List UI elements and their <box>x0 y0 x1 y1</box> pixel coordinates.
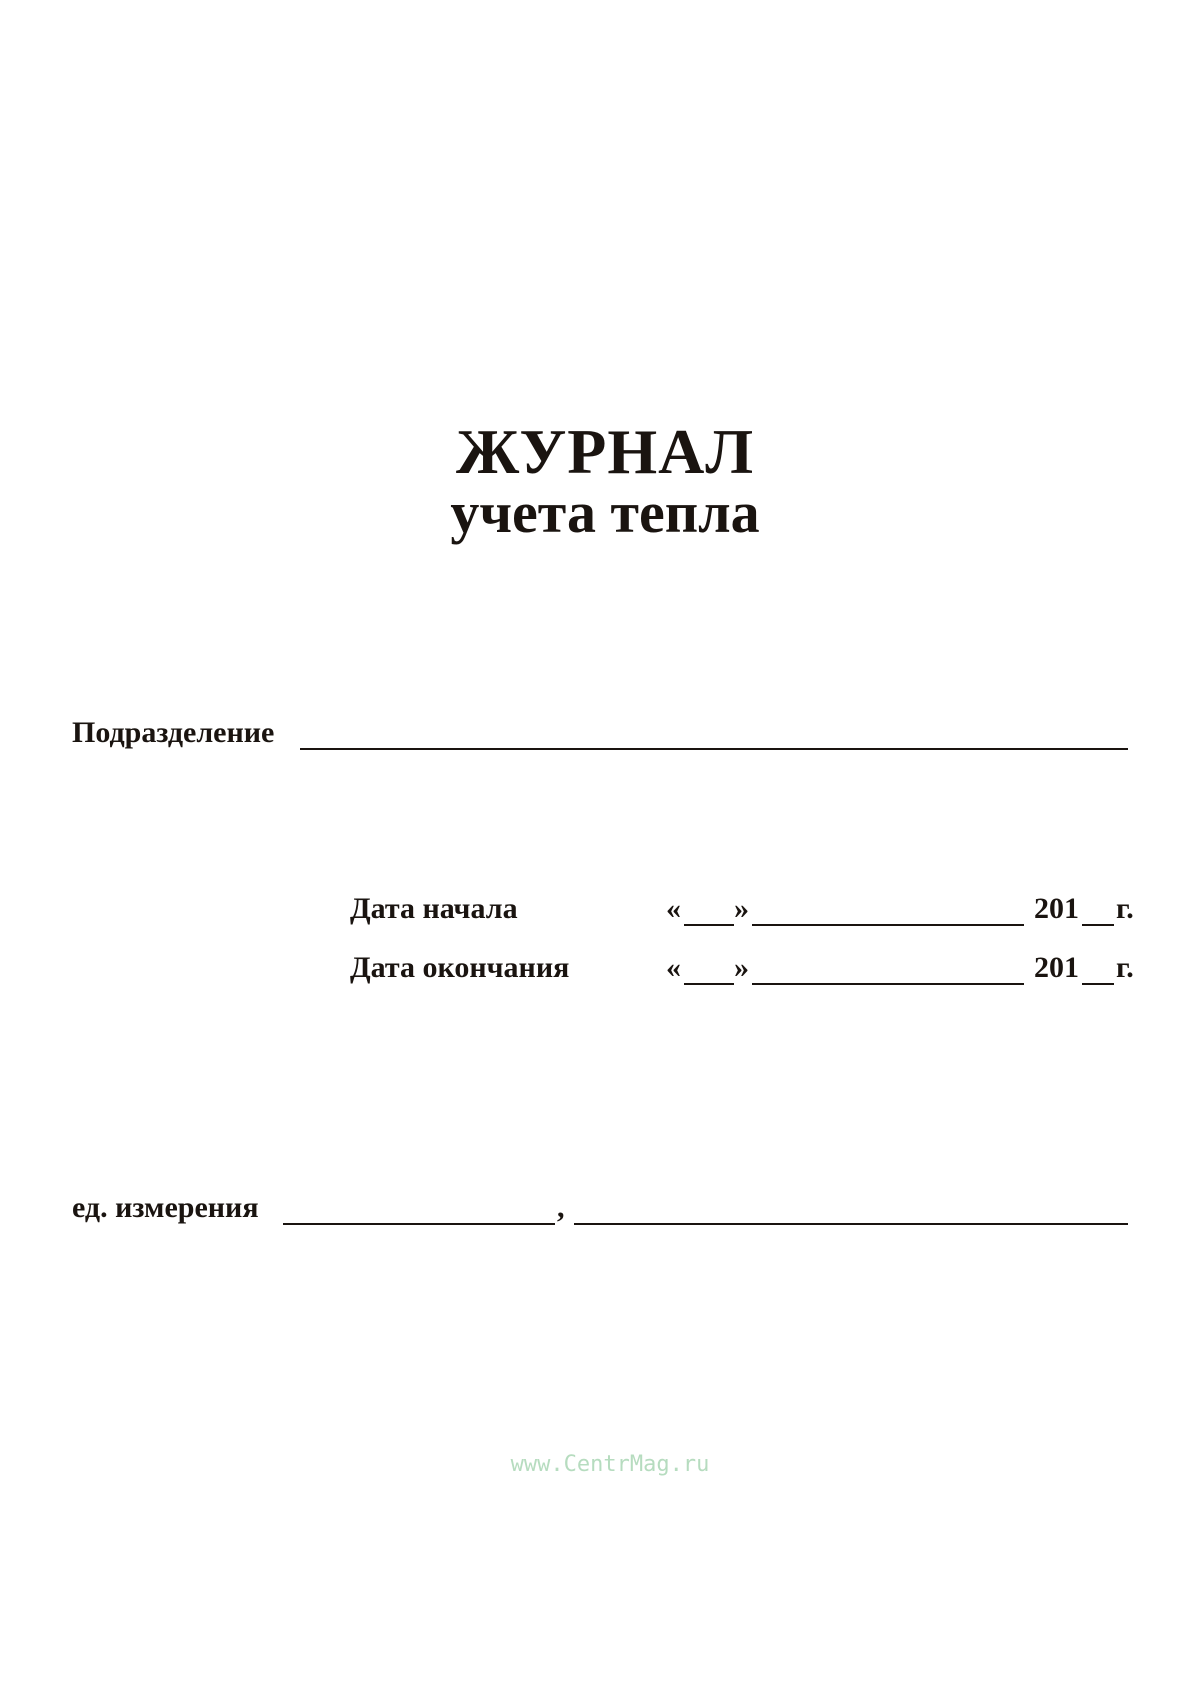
document-subtitle: учета тепла <box>450 480 760 545</box>
start-date-month-blank <box>752 924 1024 926</box>
start-date-year-prefix: 201 <box>1034 892 1079 925</box>
start-date-year-blank <box>1082 924 1114 926</box>
start-date-year-suffix: г. <box>1116 892 1134 925</box>
units-label: ед. измерения <box>72 1191 259 1224</box>
start-date-label: Дата начала <box>350 892 518 925</box>
end-date-close-quote: » <box>734 951 749 984</box>
end-date-open-quote: « <box>666 951 681 984</box>
units-blank-line-2 <box>574 1223 1128 1225</box>
units-blank-line-1 <box>283 1223 555 1225</box>
end-date-year-prefix: 201 <box>1034 951 1079 984</box>
end-date-day-blank <box>684 983 734 985</box>
end-date-month-blank <box>752 983 1024 985</box>
end-date-year-blank <box>1082 983 1114 985</box>
start-date-open-quote: « <box>666 892 681 925</box>
title-block <box>0 416 1200 545</box>
end-date-label: Дата окончания <box>350 951 570 984</box>
end-date-year-suffix: г. <box>1116 951 1134 984</box>
division-label: Подразделение <box>72 716 275 749</box>
watermark-url: www.CentrMag.ru <box>510 1452 710 1477</box>
document-title: ЖУРНАЛ <box>455 416 755 487</box>
units-separator: , <box>557 1191 565 1224</box>
division-blank-line <box>300 748 1128 750</box>
start-date-close-quote: » <box>734 892 749 925</box>
start-date-day-blank <box>684 924 734 926</box>
